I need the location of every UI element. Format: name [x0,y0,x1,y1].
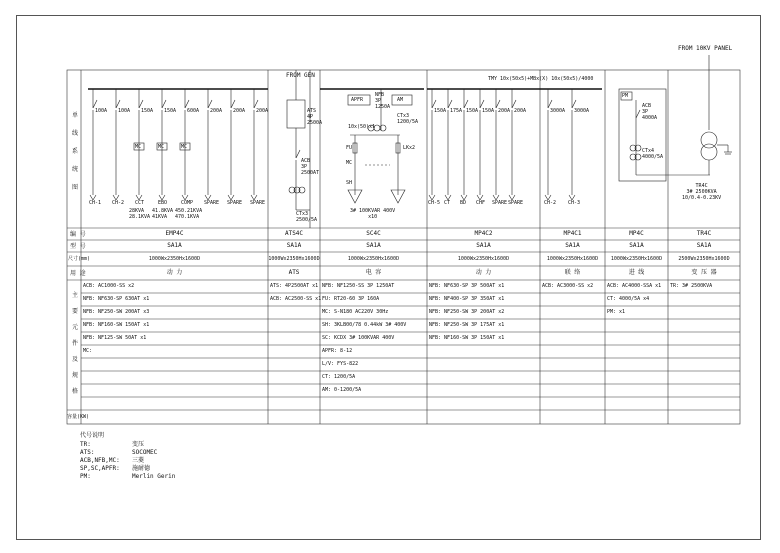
feeder-name: SPARE [227,200,243,206]
panel-id: EMP4C [165,230,184,237]
panel-purpose: 变 压 器 [691,269,717,276]
feeder-name: BD [460,200,467,206]
feeder-name: SPARE [250,200,266,206]
feeder-rating: 600A [187,108,200,114]
panel-id: MP4C [629,230,644,237]
feeder-name: CH-2 [112,200,125,206]
feeder-name: CH-5 [428,200,441,206]
feeder-rating: 200A [210,108,223,114]
row-header-size: 尺寸(mm) [68,256,91,262]
breaker-contact [162,100,166,108]
component-spec: NFB: NF125-SW 50AT x1 [83,335,147,341]
panel-id: MP4C1 [563,230,582,237]
component-spec: CT: 1200/5A [322,374,356,380]
panel-size: 1000Wx2350Hx1600D [268,256,320,262]
component-spec: NFB: NF400-SP 3P 350AT x1 [429,296,505,302]
components-label-char: 及 [71,356,78,363]
legend-code: PM: [80,473,91,480]
feeder-name: CHF [476,200,486,206]
component-spec: MC: S-N180 AC220V 30Hz [322,309,389,315]
feeder-rating: 100A [118,108,131,114]
feeder-name: SPARE [508,200,524,206]
feeder-rating: 200A [233,108,246,114]
component-spec: NFB: NF250-SW 200AT x3 [83,309,150,315]
row-header-type: 型 号 [70,243,86,250]
legend-code: SP,SC,APFR: [80,465,120,472]
feeder-name: CCT [135,200,145,206]
feeder-name: CH-2 [544,200,557,206]
legend-desc: Merlin Gerin [132,473,176,480]
legend-desc: SOCOMEC [132,449,158,456]
feeder-rating: 150A [141,108,154,114]
feeder-rating: 200A [256,108,269,114]
feeder-name: SPARE [204,200,220,206]
from-gen-label: FROM GEN [286,72,315,79]
feeder-rating: 200A [514,108,527,114]
legend-desc: 变压 [132,441,145,448]
component-spec: MC: [83,348,93,354]
panel-purpose: ATS [288,269,300,276]
sc-sh-label: SH [346,180,353,186]
component-spec: NFB: NF630-SP 3P 500AT x1 [429,283,505,289]
legend-code: ACB,NFB,MC: [80,457,120,464]
panel-purpose: 电 容 [365,269,382,276]
component-spec: NFB: NF160-SW 150AT x1 [83,322,150,328]
from-10kv-label: FROM 10KV PANEL [678,45,733,52]
feeder-load: 28KVA 28.1KVA [129,208,151,220]
feeder-name: CT [444,200,451,206]
feeder-rating: 100A [95,108,108,114]
panel-purpose: 进 线 [628,269,645,276]
component-spec: ACB: AC3000-SS x2 [542,283,594,289]
mp-acb-label: ACB 3P 4000A [642,103,658,121]
feeder-rating: 150A [482,108,495,114]
component-spec: SC: KCDX 3# 100KVAR 400V [322,335,395,341]
feeder-rating: 200A [498,108,511,114]
panel-size: 1000Wx2350Hx1600D [347,256,400,262]
single-line-label-char: 图 [71,184,78,191]
single-line-label-char: 系 [71,148,78,155]
feeder-load: 450.21KVA 470.1KVA [175,208,203,220]
component-spec: AM: 0-1200/5A [322,387,362,393]
breaker-contact [512,100,516,108]
sc-nfb-label: NFB 3P 1250A [375,92,391,110]
component-spec: ACB: AC1000-SS x2 [83,283,135,289]
feeder-name: COMP [181,200,194,206]
component-spec: NFB: NF250-SW 3P 200AT x2 [429,309,505,315]
panel-size: 1000Wx2350Hx1600D [610,256,663,262]
component-spec: PM: x1 [607,309,626,315]
breaker-contact [548,100,552,108]
single-line-label-char: 单 [71,112,78,119]
feeder-name: EBO [158,200,168,206]
feeder-load: 41.8KVA 41KVA [152,208,174,220]
row-header-panel-no: 编 号 [70,231,86,238]
busbar-label: TMY 10x(50x5)+MBx(X) 10x(50x5)/4000 [488,76,594,82]
ats-switch-label: ATS 4P 2500A [307,108,323,126]
panel-id: MP4C2 [474,230,493,237]
component-spec: TR: 3# 2500KVA [670,283,713,289]
components-label-char: 格 [71,388,78,395]
components-label-char: 规 [71,372,78,379]
component-spec: FU: RT20-60 3P 160A [322,296,380,302]
ats-circuit [287,70,310,228]
feeder-rating: 150A [466,108,479,114]
feeder-rating: 150A [434,108,447,114]
pm-box: PM [622,93,629,99]
row-header-purpose: 用 途 [70,270,86,277]
am-box: AM [397,97,404,103]
panel-type: SA1A [366,242,381,249]
components-label-char: 主 [71,292,78,299]
panel-purpose: 动 力 [475,269,492,276]
breaker-contact [480,100,484,108]
tr-label: TR4C 3# 2500KVA 10/0.4-0.23KV [682,183,722,201]
components-label-char: 件 [71,340,78,347]
sc-meter-label: 10x(50)x1 [348,124,376,130]
components-label-char: 要 [71,308,78,315]
sc-fu-label: FU [346,145,353,151]
panel-type: SA1A [565,242,580,249]
mp-ct-label: CTx4 4000/5A [642,148,664,160]
panel-size: 1000Wx2350Hx1600D [148,256,201,262]
panel-purpose: 动 力 [166,269,183,276]
panel-id: ATS4C [284,230,304,237]
single-line-label-char: 线 [71,130,78,137]
feeder-rating: 150A [164,108,177,114]
breaker-contact [572,100,576,108]
transformer [701,55,732,175]
feeder-name: CH-3 [568,200,581,206]
breaker-contact [93,100,97,108]
component-spec: CT: 4000/5A x4 [607,296,650,302]
legend-code: TR: [80,441,91,448]
component-spec: APFR: 8-12 [322,348,353,354]
panel-type: SA1A [476,242,491,249]
panel-type: SA1A [696,242,712,249]
legend-desc: 施耐德 [132,465,151,472]
ats-acb-label: ACB 3P 2500AT [301,158,320,176]
component-spec: ATS: 4P2500AT x1 [270,283,319,289]
breaker-contact [116,100,120,108]
feeder-name: SPARE [492,200,508,206]
component-spec: NFB: NF1250-SS 3P 1250AT [322,283,395,289]
panel-size: 1000Wx2350Hx1600D [546,256,599,262]
sc-ct-label: CTx3 1200/5A [397,113,419,125]
contactor-label: MC [158,144,165,150]
sc-capacitor-label: 3# 100KVAR 400V x10 [350,208,396,220]
legend-desc: 三菱 [132,457,145,464]
panel-purpose: 联 络 [564,269,581,276]
feeder-name: CH-1 [89,200,102,206]
legend-title: 代号说明 [80,432,105,439]
panel-type: SA1A [286,242,302,249]
components-label-char: 元 [71,324,78,331]
sc-lk-label: LKx2 [403,145,416,151]
breaker-contact [231,100,235,108]
panel-size: 1000Wx2350Hx1600D [457,256,510,262]
panel-type: SA1A [629,242,644,249]
breaker-contact [254,100,258,108]
row-header-capacity: 容量(KW) [67,414,90,420]
ats-ct-label: CTx3 2500/5A [296,211,318,223]
component-spec: ACB: AC2500-SS x1 [270,296,322,302]
panel-id: TR4C [696,230,712,237]
legend-code: ATS: [80,449,95,456]
breaker-contact [208,100,212,108]
component-spec: NFB: NF250-SW 3P 175AT x1 [429,322,505,328]
component-spec: NFB: NF160-SW 3P 150AT x1 [429,335,505,341]
feeder-rating: 3000A [550,108,566,114]
panel-type: SA1A [167,242,182,249]
breaker-contact [464,100,468,108]
apfr-box: APFR [351,97,364,103]
contactor-label: MC [135,144,142,150]
feeder-rating: 175A [450,108,463,114]
panel-id: SC4C [366,230,381,237]
single-line-label-char: 统 [71,166,78,173]
incomer-circuit [619,89,710,181]
component-spec: SH: 3KLB00/78 0.44kW 3# 400V [322,322,407,328]
feeder-rating: 3000A [574,108,590,114]
contactor-label: MC [181,144,188,150]
breaker-contact [139,100,143,108]
breaker-contact [448,100,452,108]
breaker-contact [496,100,500,108]
sc-mc-label: MC [346,160,353,166]
component-spec: L/V: FYS-822 [322,361,359,367]
panel-size: 2500Wx2350Hx1600D [678,256,730,262]
component-spec: ACB: AC4000-SSA x1 [607,283,662,289]
breaker-contact [432,100,436,108]
breaker-contact [185,100,189,108]
component-spec: NFB: NF630-SP 630AT x1 [83,296,150,302]
